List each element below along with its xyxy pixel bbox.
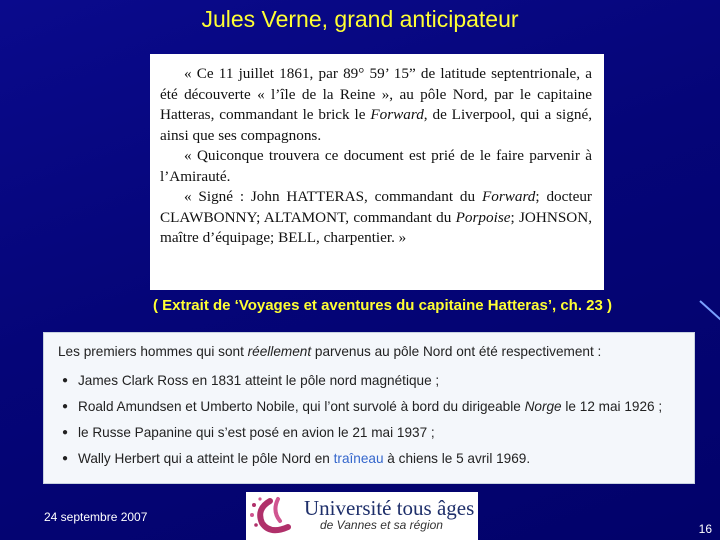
list-item-text: le Russe Papanine qui s’est posé en avion le 21 mai 1937 ; [78,425,435,440]
bullet-icon: ● [62,427,69,438]
list-item-text: Roald Amundsen et Umberto Nobile, qui l’ont survolé à bord du dirigeable [78,399,525,414]
excerpt-paragraph-2 [160,146,592,187]
logo-subtitle: de Vannes et sa région [320,518,443,532]
history-intro [58,344,682,359]
list-item [58,420,682,446]
bullet-icon: ● [62,453,69,464]
excerpt-paragraph-1 [160,64,592,146]
history-list [58,368,682,472]
excerpt-text: , de Liverpool, qui a signé, ainsi que ses compagnons. [160,106,592,144]
list-item [58,446,682,472]
list-item-text: à chiens le 5 avril 1969. [383,451,531,466]
bullet-icon: ● [62,401,69,412]
intro-emphasis: réellement [247,344,312,359]
list-item-text: James Clark Ross en 1831 atteint le pôle nord magnétique ; [78,373,440,388]
list-item-text: le 12 mai 1926 ; [561,399,663,414]
list-item [58,368,682,394]
excerpt-text: ; JOHNSON, maître d’équipage; BELL, charpentier. » [160,208,592,246]
logo-name: Université tous âges [304,496,475,520]
ship-name: Forward [481,188,536,205]
excerpt-paragraph-3 [160,187,592,249]
list-item-text: Wally Herbert qui a atteint le pôle Nord en [78,451,334,466]
ship-name: Forward [370,106,424,123]
book-excerpt-image [150,54,604,290]
excerpt-text: « Quiconque trouvera ce document est prié de le faire parvenir à l’Amirauté. [160,147,592,185]
intro-text: parvenus au pôle Nord ont été respectivement : [311,344,602,359]
excerpt-text: « Ce 11 juillet 1861, par 89° 59’ 15” de latitude septentrionale, a été découverte « l’île de la Reine », au pôle Nord, par le capitaine Hatteras, commandant le brick le [160,65,592,123]
history-box [43,332,695,484]
page-number: 16 [698,522,712,536]
intro-text: Les premiers hommes qui sont [58,344,248,359]
airship-name: Norge [524,399,562,414]
ship-name: Porpoise [455,208,511,226]
slide-title: Jules Verne, grand anticipateur [201,6,519,32]
bullet-icon: ● [62,375,69,386]
logo-emblem-icon [248,495,302,537]
traineau-link[interactable]: traîneau [333,451,384,466]
excerpt-text: « Signé : John HATTERAS, commandant du [184,188,482,205]
excerpt-text: ; docteur CLAWBONNY; ALTAMONT, commandant du [160,188,592,226]
university-logo [246,492,478,540]
slide-date: 24 septembre 2007 [44,510,148,524]
list-item [58,394,682,420]
excerpt-caption: ( Extrait de ‘Voyages et aventures du capitaine Hatteras’, ch. 23 ) [152,297,613,314]
